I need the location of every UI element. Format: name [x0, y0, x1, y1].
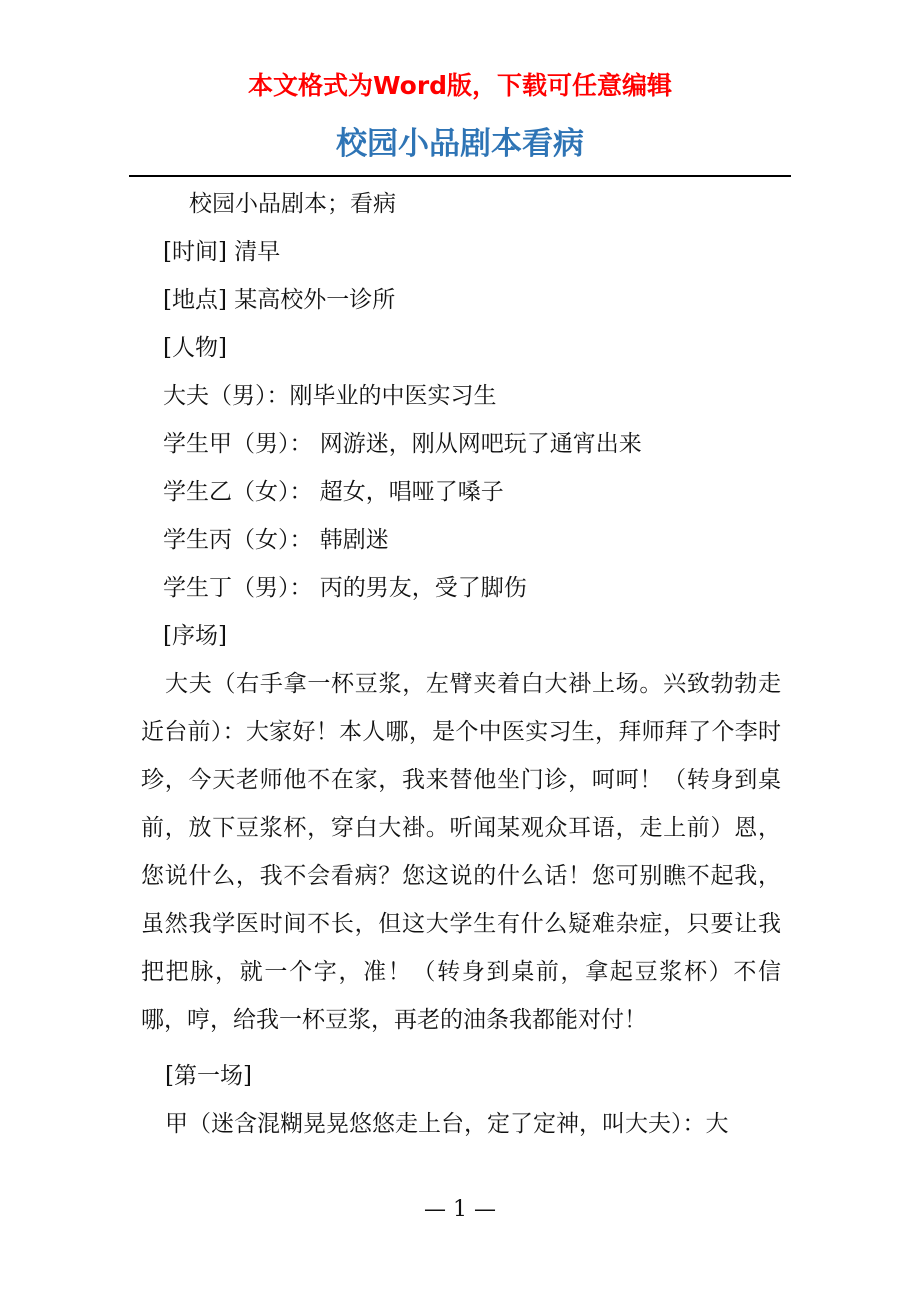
document-body	[141, 180, 781, 1148]
page-number: — 1 —	[424, 1197, 496, 1222]
scene-one-heading: [第一场]	[165, 1063, 252, 1089]
format-notice-banner: 本文格式为Word版，下载可任意编辑	[247, 71, 673, 100]
character-student-c: 学生丙（女）： 韩剧迷	[163, 527, 389, 553]
character-student-a: 学生甲（男）： 网游迷，刚从网吧玩了通宵出来	[163, 431, 642, 457]
character-student-d: 学生丁（男）： 丙的男友，受了脚伤	[163, 575, 527, 601]
title-divider	[129, 175, 791, 177]
character-doctor: 大夫（男）：刚毕业的中医实习生	[163, 383, 497, 409]
scene-one-paragraph: 甲（迷含混糊晃晃悠悠走上台，定了定神，叫大夫）：大	[165, 1111, 729, 1137]
place-line: [地点] 某高校外一诊所	[163, 287, 396, 313]
prologue-heading: [序场]	[163, 623, 227, 649]
character-student-b: 学生乙（女）： 超女，唱哑了嗓子	[163, 479, 504, 505]
characters-heading: [人物]	[163, 335, 227, 361]
script-subtitle: 校园小品剧本；看病	[189, 191, 396, 217]
time-line: [时间] 清早	[163, 239, 281, 265]
prologue-paragraph: 大夫（右手拿一杯豆浆，左臂夹着白大褂上场。兴致勃勃走近台前）：大家好！本人哪，是个中医实习生，拜师拜了个李时珍，今天老师他不在家，我来替他坐门诊，呵呵！（转身到桌前，放下豆浆杯，穿白大褂。听闻某观众耳语，走上前）恩，您说什么，我不会看病？您这说的什么话！您可别瞧不起我，虽然我学医时间不长，但这大学生有什么疑难杂症，只要让我把把脉，就一个字，准！（转身到桌前，拿起豆浆杯）不信哪，哼，给我一杯豆浆，再老的油条我都能对付！	[141, 671, 781, 1033]
document-title: 校园小品剧本看病	[336, 126, 584, 162]
